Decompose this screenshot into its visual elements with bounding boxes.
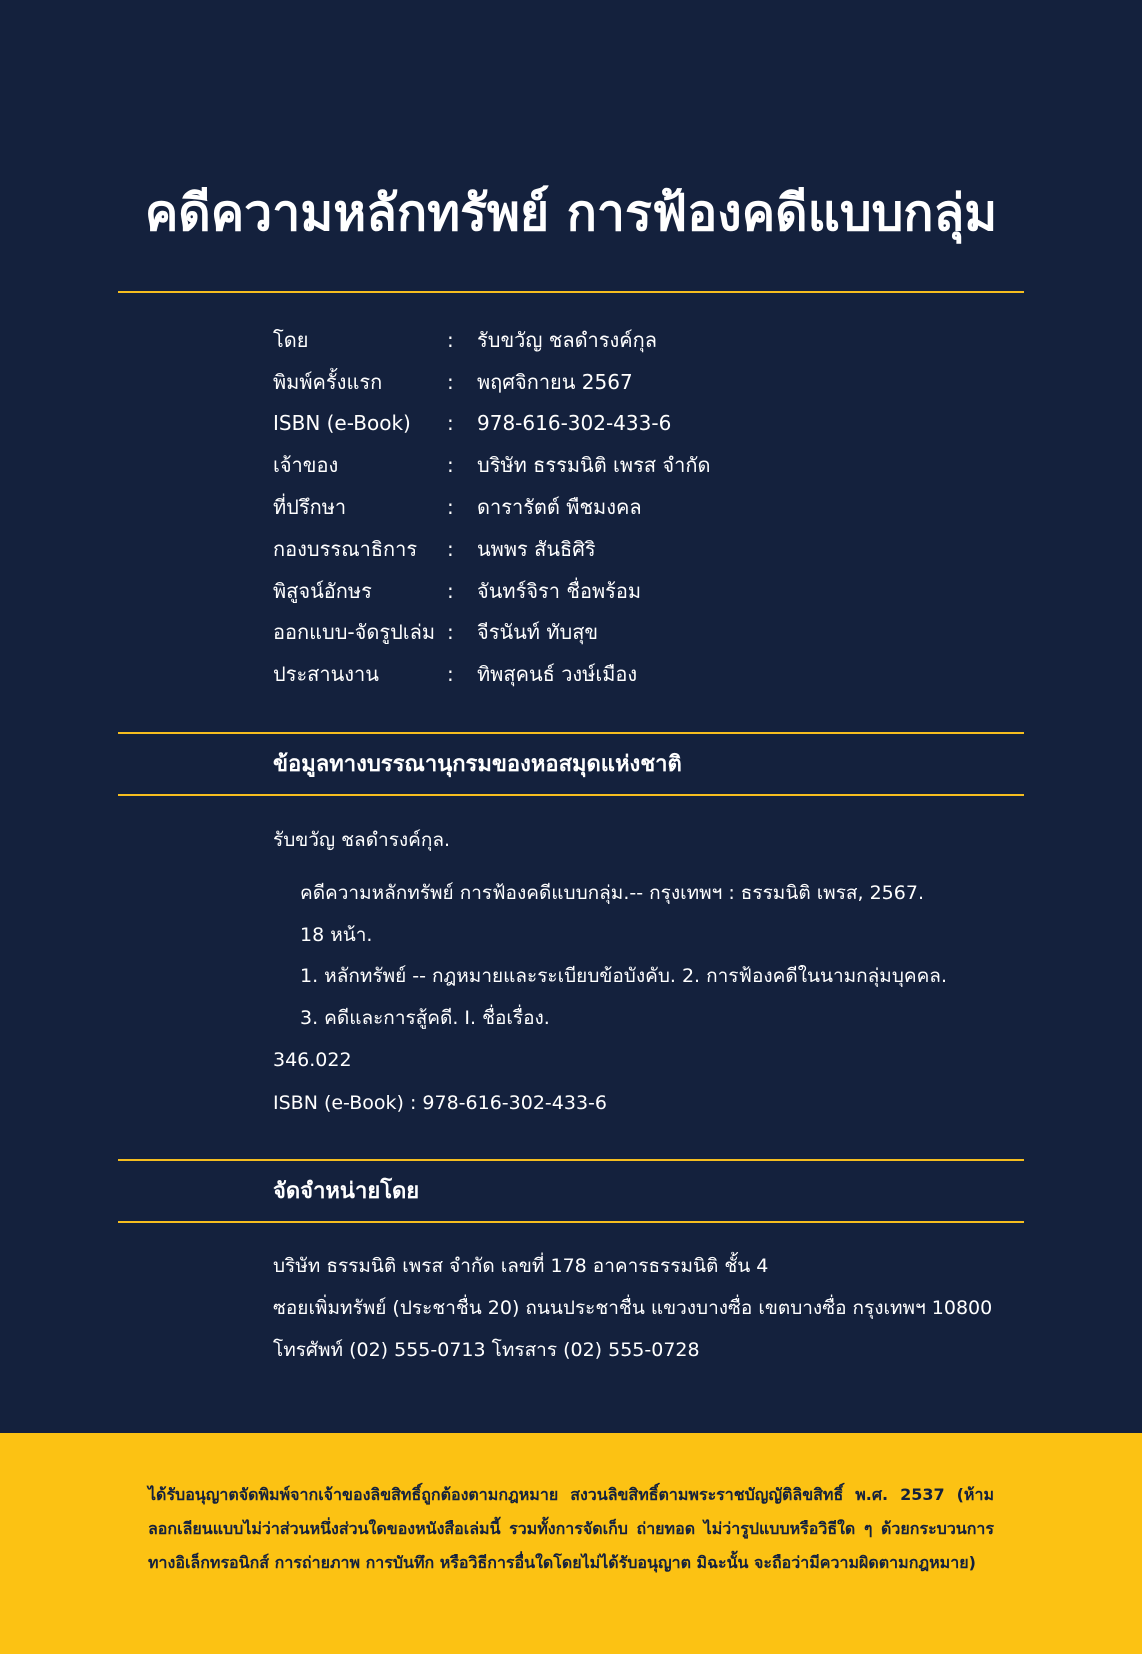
distribution-heading: จัดจำหน่ายโดย <box>273 1179 420 1204</box>
credit-separator: : <box>447 495 454 520</box>
credit-label: พิสูจน์อักษร <box>273 578 372 603</box>
credit-value: พฤศจิกายน 2567 <box>477 369 633 394</box>
credit-row-author <box>273 319 973 361</box>
credit-row-design <box>273 612 973 654</box>
catalog-line: 18 หน้า. <box>300 924 373 946</box>
catalog-line: 1. หลักทรัพย์ -- กฎหมายและระเบียบข้อบังคับ. 2. การฟ้องคดีในนามกลุ่มบุคคล. <box>300 965 947 987</box>
credit-row-first-print <box>273 361 973 403</box>
credit-value: บริษัท ธรรมนิติ เพรส จำกัด <box>477 453 711 478</box>
credit-separator: : <box>447 369 454 394</box>
credit-row-isbn <box>273 403 973 445</box>
distribution-address-line: ซอยเพิ่มทรัพย์ (ประชาชื่น 20) ถนนประชาชื่น แขวงบางซื่อ เขตบางซื่อ กรุงเทพฯ 10800 <box>273 1297 993 1319</box>
credit-value: ดารารัตต์ พืชมงคล <box>477 495 642 520</box>
credit-separator: : <box>447 536 454 561</box>
credit-value: นพพร สันธิศิริ <box>477 536 596 561</box>
credit-separator: : <box>447 327 454 352</box>
catalog-classification: 346.022 <box>273 1049 352 1071</box>
credit-separator: : <box>447 620 454 645</box>
catalog-author: รับขวัญ ชลดำรงค์กุล. <box>273 829 451 851</box>
catalog-line: 3. คดีและการสู้คดี. I. ชื่อเรื่อง. <box>300 1007 550 1029</box>
credit-value: จีรนันท์ ทับสุข <box>477 620 599 645</box>
credit-separator: : <box>447 662 454 687</box>
book-title: คดีความหลักทรัพย์ การฟ้องคดีแบบกลุ่ม <box>144 184 998 242</box>
credit-value: จันทร์จิรา ชื่อพร้อม <box>477 578 642 603</box>
catalog-isbn: ISBN (e-Book) : 978-616-302-433-6 <box>273 1092 607 1114</box>
divider-rule <box>118 732 1024 734</box>
distribution-address-line: บริษัท ธรรมนิติ เพรส จำกัด เลขที่ 178 อาคารธรรมนิติ ชั้น 4 <box>273 1255 769 1277</box>
credit-label: โดย <box>273 327 309 352</box>
credit-label: ที่ปรึกษา <box>273 495 347 520</box>
credit-row-advisor <box>273 486 973 528</box>
copyright-notice: ได้รับอนุญาตจัดพิมพ์จากเจ้าของลิขสิทธิ์ถูกต้องตามกฎหมาย สงวนลิขสิทธิ์ตามพระราชบัญญัติลิขสิทธิ์ พ.ศ. 2537 (ห้ามลอกเลียนแบบไม่ว่าส่วนหนึ่งส่วนใดของหนังสือเล่มนี้ รวมทั้งการจัดเก็บ ถ่ายทอด ไม่ว่ารูปแบบหรือวิธีใด ๆ ด้วยกระบวนการทางอิเล็กทรอนิกส์ การถ่ายภาพ การบันทึก หรือวิธีการอื่นใดโดยไม่ได้รับอนุญาต มิฉะนั้น จะถือว่ามีความผิดตามกฎหมาย) <box>148 1485 995 1572</box>
credit-label: กองบรรณาธิการ <box>273 536 418 561</box>
distribution-contact-line: โทรศัพท์ (02) 555-0713 โทรสาร (02) 555-0728 <box>273 1339 700 1361</box>
credit-row-proofreader <box>273 570 973 612</box>
divider-rule <box>118 1221 1024 1223</box>
catalog-heading: ข้อมูลทางบรรณานุกรมของหอสมุดแห่งชาติ <box>273 752 682 777</box>
credits-list <box>273 319 973 695</box>
credit-row-owner <box>273 444 973 486</box>
divider-rule <box>118 794 1024 796</box>
credit-label: ISBN (e-Book) <box>273 411 411 436</box>
credit-row-editorial <box>273 528 973 570</box>
divider-rule <box>118 1159 1024 1161</box>
credit-value: ทิพสุคนธ์ วงษ์เมือง <box>477 662 638 687</box>
credit-label: เจ้าของ <box>273 453 339 478</box>
credit-row-coordinator <box>273 653 973 695</box>
credit-value: รับขวัญ ชลดำรงค์กุล <box>477 327 658 352</box>
credit-label: พิมพ์ครั้งแรก <box>273 369 383 394</box>
catalog-line: คดีความหลักทรัพย์ การฟ้องคดีแบบกลุ่ม.-- กรุงเทพฯ : ธรรมนิติ เพรส, 2567. <box>300 882 924 904</box>
credit-label: ออกแบบ-จัดรูปเล่ม <box>273 620 436 645</box>
credit-separator: : <box>447 411 454 436</box>
credit-label: ประสานงาน <box>273 662 379 687</box>
credit-value: 978-616-302-433-6 <box>477 411 672 436</box>
divider-rule <box>118 291 1024 293</box>
credit-separator: : <box>447 578 454 603</box>
credit-separator: : <box>447 453 454 478</box>
